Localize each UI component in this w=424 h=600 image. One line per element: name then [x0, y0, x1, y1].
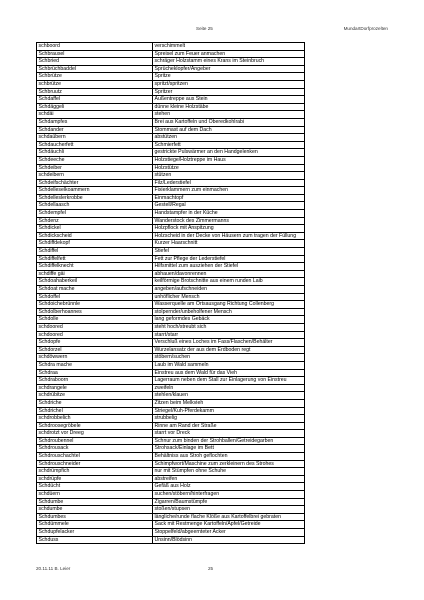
dialect-term-cell: Schbrausel [37, 50, 153, 58]
table-row [37, 43, 305, 51]
dialect-term-cell: Schdrousack [37, 445, 153, 453]
dialect-term-cell: schdrümpfich [37, 468, 153, 476]
table-row [37, 354, 305, 362]
meaning-cell: Kurzer Haarschnitt [153, 240, 305, 248]
table-row [37, 430, 305, 438]
meaning-cell: starrt/starr [153, 331, 305, 339]
meaning-cell: stöbern/suchen [153, 354, 305, 362]
table-row [37, 80, 305, 88]
table-row [37, 453, 305, 461]
dialect-term-cell: Schdäggeli [37, 103, 153, 111]
table-row [37, 103, 305, 111]
table-row [37, 248, 305, 256]
dialect-term-cell: Schdorzel [37, 346, 153, 354]
dictionary-table-body [37, 43, 305, 544]
meaning-cell: abstreifen [153, 475, 305, 483]
table-row [37, 521, 305, 529]
meaning-cell: stehen [153, 111, 305, 119]
meaning-cell: Wurzelansatz der aus dem Erdboden regt [153, 346, 305, 354]
dialect-term-cell: Schdupfelacker [37, 529, 153, 537]
meaning-cell: Zitzen beim Melkvieh [153, 399, 305, 407]
meaning-cell: Holzscheid in der Decke von Häusern zum tragen der Füllung [153, 232, 305, 240]
meaning-cell: keilförmige Brotschnitte aus einem runden Laib [153, 278, 305, 286]
dialect-term-cell: Schdelleselkoammern [37, 187, 153, 195]
table-row [37, 498, 305, 506]
dialect-term-cell: Schdroubennel [37, 437, 153, 445]
table-row [37, 445, 305, 453]
dialect-term-cell: Schbruutz [37, 88, 153, 96]
table-row [37, 88, 305, 96]
table-row [37, 377, 305, 385]
dialect-term-cell: Schdoahaberkeil [37, 278, 153, 286]
dialect-term-cell: Schdickel [37, 225, 153, 233]
dialect-term-cell: Schbried [37, 58, 153, 66]
dialect-term-cell: schdoored [37, 323, 153, 331]
table-row [37, 179, 305, 187]
meaning-cell: Einmachtopf [153, 194, 305, 202]
table-row [37, 217, 305, 225]
meaning-cell: Verschluß eines Loches im Fass/Flaschen/Behälter [153, 339, 305, 347]
meaning-cell: stolpernder/unbeholfener Mensch [153, 308, 305, 316]
dialect-term-cell: schdrobbelich [37, 415, 153, 423]
dialect-term-cell: Schdander [37, 126, 153, 134]
table-row [37, 255, 305, 263]
dialect-term-cell: Schdriche [37, 399, 153, 407]
meaning-cell: Lagerraum neben dem Stall zur Einlagerung von Einstreu [153, 377, 305, 385]
dialect-term-cell: Schdaucherfett [37, 141, 153, 149]
meaning-cell: unhöflicher Mensch [153, 293, 305, 301]
meaning-cell: Schnur zum binden der Strohballen/Getreidegarben [153, 437, 305, 445]
table-row [37, 475, 305, 483]
table-row [37, 331, 305, 339]
dialect-term-cell: schdumbe [37, 506, 153, 514]
meaning-cell: Gestell/Regal [153, 202, 305, 210]
meaning-cell: suchen/stöbern/hinterfragen [153, 491, 305, 499]
table-row [37, 270, 305, 278]
table-row [37, 415, 305, 423]
dialect-term-cell: Schdampfes [37, 118, 153, 126]
table-row [37, 73, 305, 81]
dialect-term-cell: Schdra mache [37, 361, 153, 369]
meaning-cell: Fett zur Pflege der Lederstiefel [153, 255, 305, 263]
table-row [37, 293, 305, 301]
table-row [37, 194, 305, 202]
table-row [37, 308, 305, 316]
meaning-cell: Fixierklammern zum einmachen [153, 187, 305, 195]
meaning-cell: Brei aus Kartoffeln und Oberedkohlrabi [153, 118, 305, 126]
meaning-cell: Holzpflock mit Anspitzung [153, 225, 305, 233]
table-row [37, 316, 305, 324]
dialect-term-cell: Schdumbe [37, 498, 153, 506]
dialect-term-cell: Schdopfe [37, 339, 153, 347]
dialect-term-cell: Schdiffel [37, 248, 153, 256]
dialect-term-cell: schdaübern [37, 134, 153, 142]
meaning-cell: stehlen/klauen [153, 392, 305, 400]
table-row [37, 278, 305, 286]
dialect-term-cell: schdöwwern [37, 354, 153, 362]
table-row [37, 346, 305, 354]
dialect-term-cell: schdrangele [37, 384, 153, 392]
dialect-term-cell: schdiffe gäi [37, 270, 153, 278]
meaning-cell: Sack mit Restmenge Kartoffeln/Äpfel/Getreide [153, 521, 305, 529]
meaning-cell: Sprücheklopfer/Angeber [153, 65, 305, 73]
meaning-cell: Wasserquelle am Ortsausgang Richtung Collenberg [153, 301, 305, 309]
meaning-cell: Spritzer [153, 88, 305, 96]
meaning-cell: dünne kleine Holzstäbe [153, 103, 305, 111]
table-row [37, 491, 305, 499]
meaning-cell: zweifeln [153, 384, 305, 392]
meaning-cell: Filz/Lederstiefel [153, 179, 305, 187]
meaning-cell: Laub im Wald sammeln [153, 361, 305, 369]
dialect-term-cell: Schbrüchbaddel [37, 65, 153, 73]
meaning-cell: Spreisel zum Feuer anmachen [153, 50, 305, 58]
dialect-term-cell: Schdolle [37, 316, 153, 324]
dialect-term-cell: schboord [37, 43, 153, 51]
table-row [37, 437, 305, 445]
table-row [37, 483, 305, 491]
meaning-cell: Stoppelfeld/abgeernteter Acker [153, 529, 305, 537]
page-label: Seite 25 [196, 26, 213, 31]
dialect-term-cell: Schdempfel [37, 210, 153, 218]
table-row [37, 407, 305, 415]
meaning-cell: Striegel/Kuh-Pferdekamm [153, 407, 305, 415]
table-row [37, 50, 305, 58]
page-header [0, 26, 424, 36]
dialect-term-cell: Schdroosegröbele [37, 422, 153, 430]
footer-page-number: 25 [208, 566, 214, 571]
meaning-cell: Schmierfett [153, 141, 305, 149]
dialect-term-cell: Schdraa [37, 369, 153, 377]
table-row [37, 126, 305, 134]
table-row [37, 506, 305, 514]
dialect-term-cell: schdäi [37, 111, 153, 119]
dialect-term-cell: Schdaffel [37, 96, 153, 104]
table-row [37, 65, 305, 73]
table-row [37, 263, 305, 271]
table-row [37, 536, 305, 544]
dialect-term-cell: Schdeiber [37, 164, 153, 172]
dialect-term-cell: Schdrouschneider [37, 460, 153, 468]
dialect-term-cell: schdrotzt vor Dreeg [37, 430, 153, 438]
table-row [37, 460, 305, 468]
dialect-term-cell: schdoored [37, 331, 153, 339]
meaning-cell: Hilfsmittel zum ausziehen der Stiefel [153, 263, 305, 271]
dialect-term-cell: Schdümmele [37, 521, 153, 529]
meaning-cell: steht hoch/streubt sich [153, 323, 305, 331]
meaning-cell: abstützen [153, 134, 305, 142]
dialect-term-cell: schdeibern [37, 172, 153, 180]
dialect-term-cell: Schdäuchli [37, 149, 153, 157]
dialect-term-cell: Schdiffdekopf [37, 240, 153, 248]
table-row [37, 202, 305, 210]
meaning-cell: nur mit Stümpfen ohne Schuhe [153, 468, 305, 476]
meaning-cell: spritzt/spritzen [153, 80, 305, 88]
table-row [37, 339, 305, 347]
meaning-cell: Schimpfwort/Maschine zum zerkleinern des Strohes [153, 460, 305, 468]
dialect-term-cell: Schdickscheid [37, 232, 153, 240]
table-row [37, 134, 305, 142]
table-row [37, 384, 305, 392]
dialect-term-cell: Schduss [37, 536, 153, 544]
table-row [37, 232, 305, 240]
dialect-term-cell: Schdoat mache [37, 286, 153, 294]
table-row [37, 323, 305, 331]
table-row [37, 361, 305, 369]
meaning-cell: lang geformdes Gebäck [153, 316, 305, 324]
dialect-term-cell: Schdrichel [37, 407, 153, 415]
meaning-cell: Behältniss aus Stroh geflochten [153, 453, 305, 461]
dialect-term-cell: Schdenz [37, 217, 153, 225]
meaning-cell: Gefäß aus Holz [153, 483, 305, 491]
table-row [37, 149, 305, 157]
meaning-cell: gestrickte Pulswärmer an den Handgelenken [153, 149, 305, 157]
meaning-cell: Wanderstock des Zimmermanns [153, 217, 305, 225]
meaning-cell: Strohsack/Einlage im Bett [153, 445, 305, 453]
table-row [37, 111, 305, 119]
meaning-cell: schräger Holzstamm eines Krans im Steinbruch [153, 58, 305, 66]
meaning-cell: Zigarren/Baumstümpfe [153, 498, 305, 506]
meaning-cell: Stiefel [153, 248, 305, 256]
meaning-cell: stützen [153, 172, 305, 180]
table-row [37, 369, 305, 377]
dialect-term-cell: Schdellaasch [37, 202, 153, 210]
dialect-term-cell: Schdeifschächter [37, 179, 153, 187]
dialect-term-cell: Schdücht [37, 483, 153, 491]
meaning-cell: stoßen/stupsen [153, 506, 305, 514]
table-row [37, 399, 305, 407]
table-row [37, 172, 305, 180]
document-title: MundartDorfprozelten [343, 26, 388, 31]
table-row [37, 96, 305, 104]
table-row [37, 422, 305, 430]
dialect-term-cell: Schdrouschachtel [37, 453, 153, 461]
meaning-cell: strubbelig [153, 415, 305, 423]
meaning-cell: verschimmelt [153, 43, 305, 51]
dialect-term-cell: Schdumbes [37, 513, 153, 521]
meaning-cell: angeben/aufschneiden [153, 286, 305, 294]
meaning-cell: Außentreppe aus Stein [153, 96, 305, 104]
meaning-cell: Holzstütze [153, 164, 305, 172]
table-row [37, 58, 305, 66]
page-footer [0, 566, 424, 576]
dialect-term-cell: schdüern [37, 491, 153, 499]
meaning-cell: längliche/runde flache Klöße aus Kartoffelbrei gebraten [153, 513, 305, 521]
dialect-term-cell: Schdeeche [37, 156, 153, 164]
table-row [37, 141, 305, 149]
meaning-cell: Spritze [153, 73, 305, 81]
table-row [37, 392, 305, 400]
meaning-cell: Stommast auf dem Dach [153, 126, 305, 134]
meaning-cell: Unsinn/Blödsinn [153, 536, 305, 544]
meaning-cell: Einstreu aus dem Wald für das Vieh [153, 369, 305, 377]
dialect-term-cell: schbrütze [37, 80, 153, 88]
dictionary-table-wrapper [36, 42, 305, 544]
table-row [37, 187, 305, 195]
dialect-term-cell: Schdolberhoannes [37, 308, 153, 316]
dialect-term-cell: schdrübitze [37, 392, 153, 400]
table-row [37, 240, 305, 248]
meaning-cell: Rinne am Rand der Straße [153, 422, 305, 430]
dictionary-table [36, 42, 305, 544]
table-row [37, 164, 305, 172]
dialect-term-cell: schdrüpfe [37, 475, 153, 483]
table-row [37, 301, 305, 309]
table-row [37, 225, 305, 233]
footer-date-author: 20.11.11 B. Leier [36, 566, 71, 571]
meaning-cell: Handstampfer in der Küche [153, 210, 305, 218]
table-row [37, 156, 305, 164]
table-row [37, 468, 305, 476]
dialect-term-cell: Schbrütze [37, 73, 153, 81]
table-row [37, 286, 305, 294]
dialect-term-cell: Schdraboorn [37, 377, 153, 385]
dialect-term-cell: Schdiffelknecht [37, 263, 153, 271]
meaning-cell: abhauen/davonrennen [153, 270, 305, 278]
meaning-cell: starrt vor Dreck [153, 430, 305, 438]
table-row [37, 529, 305, 537]
table-row [37, 210, 305, 218]
dialect-term-cell: Schdoichebrünnle [37, 301, 153, 309]
table-row [37, 118, 305, 126]
dialect-term-cell: Schdelleslerkrobbe [37, 194, 153, 202]
dialect-term-cell: Schdoffel [37, 293, 153, 301]
dialect-term-cell: Schdiffelfett [37, 255, 153, 263]
table-row [37, 513, 305, 521]
meaning-cell: Holzstiege/Holztreppe im Haus [153, 156, 305, 164]
